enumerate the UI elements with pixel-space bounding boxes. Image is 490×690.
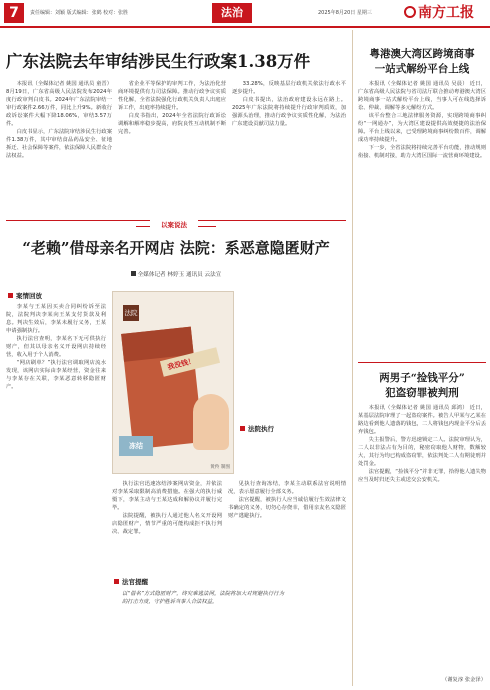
envelope-shape <box>121 327 203 450</box>
page-header <box>0 0 490 28</box>
paragraph: 33.28%，反映基层行政机关依法行政水平逐步提升。 <box>232 81 346 95</box>
paragraph: 该平台整合三地法律服务资源，实现跨境商事纠纷“一网通办”，为大湾区建设提供高效便捷的法治保障。平台上线以来，已受理跨境商事纠纷数百件，调解成功率持续提升。 <box>358 113 486 143</box>
page-number: 7 <box>4 3 24 23</box>
side-story-1-body <box>358 80 486 348</box>
side-headline-line: 犯盗窃罪被判刑 <box>385 387 459 399</box>
paragraph: 法院提醒，被执行人通过他人名义开设网店隐匿财产，情节严重的可能构成拒不执行判决、裁定罪。 <box>112 513 222 535</box>
reporter-text: 全媒体记者 林婷玉 通讯员 云法宣 <box>137 272 222 278</box>
paragraph: 失主报警后，警方迅速锁定二人。法院审理认为，二人以非法占有为目的，秘密窃取他人财物，数额较大，其行为均已构成盗窃罪，依法判处二人有期徒刑并处罚金。 <box>358 437 486 467</box>
paragraph: 下一步，全省法院将持续完善平台功能，推动规则衔接、机制对接，助力大湾区国际一流营商环境建设。 <box>358 145 486 159</box>
main-headline: 广东法院去年审结涉民生行政案1.38万件 <box>6 52 311 71</box>
sub-story-right-column <box>228 480 346 578</box>
banner-text: 我没钱！ <box>166 356 196 372</box>
side-headline-2 <box>358 370 486 400</box>
paragraph: 白皮书指出，2024年全省法院行政诉讼调解和解率稳步提高，府院良性互动机制不断完善。 <box>118 113 226 135</box>
paragraph: 法官提醒，“捡钱平分”并非无罪，拾得他人遗失物应当及时归还失主或送交公安机关。 <box>358 469 486 483</box>
paragraph: 白皮书显示，广东法院审结涉民生行政案件1.38万件，其中审结食品药品安全、征地拆迁、社会保障等案件，依法保障人民群众合法权益。 <box>6 129 112 159</box>
publication-date: 2025年8月20日 星期三 <box>318 10 372 16</box>
court-stamp: 法院 <box>123 305 139 321</box>
hand-shape <box>193 394 229 450</box>
square-icon <box>114 579 119 584</box>
paragraph: “网店刷单？”执行法官调取网店流水发现，该网店实际由李某经营，资金往来与李某存在关联，李某恶意转移隐匿财产。 <box>6 360 106 390</box>
section-heading-text: 案情回放 <box>16 292 42 300</box>
illustration-credit: 黄羚 制图 <box>210 465 230 470</box>
logo-icon <box>404 6 416 18</box>
sub-story-mid-column <box>112 480 222 578</box>
paragraph: 白皮书提出，法治政府建设永远在路上。2025年广东法院将持续提升行政审判质效，加强源头治理，推动行政争议实质性化解，为法治广东建设贡献司法力量。 <box>232 97 346 127</box>
square-icon <box>240 426 245 431</box>
pull-quote: 以“借名”方式隐匿财产，终究难逃法网。法院将加大对规避执行行为的打击力度，守护胜诉当事人合法权益。 <box>122 591 284 605</box>
masthead-logo <box>404 1 488 25</box>
paragraph: 本报讯（全媒体记者 姚国 通讯员 童晋） 8月19日，广东省高级人民法院发布2024年度行政审判白皮书。2024年广东法院审结一审行政案件2.66万件，同比上升9%。新收行政诉讼案件大幅下降18.06%，审结3.57万件。 <box>6 81 112 127</box>
section-heading-text: 法官提醒 <box>122 578 148 586</box>
paragraph: 省企业平等保护的审判工作，为法治化营商环境提供有力司法保障。推动行政争议实质性化解，全省法院强化行政机关负责人出庭应诉工作，出庭率持续提升。 <box>118 81 226 111</box>
band-label: 以案说法 <box>150 220 198 231</box>
section-heading-judge <box>240 424 274 433</box>
editor-credits: 责任编辑：刘颖 版式编辑：张鹤 校对：张胜 <box>30 10 129 16</box>
side-headline-line: 两男子“捡钱平分” <box>379 372 465 384</box>
main-story-column-2 <box>118 80 226 216</box>
section-tag: 法治 <box>212 3 252 23</box>
bullet-icon <box>131 271 136 276</box>
side-rule <box>358 362 486 363</box>
sub-headline: “老赖”借母亲名开网店 法院：系恶意隐匿财产 <box>22 239 330 257</box>
section-heading-case <box>8 291 42 300</box>
main-story-column-1 <box>6 80 112 216</box>
masthead-text: 南方工报 <box>418 5 474 21</box>
paragraph: 执行法官迅速冻结涉案网店资金，并依法对李某采取限制高消费措施。在强大的执行威慑下，李某主动与王某达成和解协议并履行完毕。 <box>112 481 222 511</box>
paragraph: 李某与王某因买卖合同纠纷诉至法院，法院判决李某向王某支付货款及利息。判决生效后，李某未履行义务，王某申请强制执行。 <box>6 304 106 334</box>
main-story-column-3 <box>232 80 346 216</box>
square-icon <box>8 293 13 298</box>
section-heading-warn <box>114 577 148 586</box>
freeze-label: 冻结 <box>119 436 153 456</box>
paragraph: 本报讯（全媒体记者 姚国 通讯员 吴晨） 近日，广东省高级人民法院与省司法厅联合推动粤港澳大湾区跨境商事一站式解纷平台上线，当事人可在线选择诉讼、仲裁、调解等多元解纷方式。 <box>358 81 486 111</box>
paragraph: 执行法官查明，李某名下无可供执行财产，但其以母亲名义开设网店持续经营，收入用于个人消费。 <box>6 336 106 358</box>
reporter-line <box>6 270 346 278</box>
column-divider <box>352 30 353 686</box>
sub-story-left-column <box>6 303 106 686</box>
paragraph: 本报讯（全媒体记者 姚国 通讯员 邱鸿） 近日，某基层法院审理了一起盗窃案件。被告人甲某与乙某在路边看到他人遗落的钱包，二人将钱包内现金平分后丢弃钱包。 <box>358 405 486 435</box>
section-heading-text: 法院执行 <box>248 425 274 433</box>
side-headline-line: 粤港澳大湾区跨境商事 <box>369 48 475 60</box>
case-illustration <box>112 291 234 474</box>
side-headline-line: 一站式解纷平台上线 <box>374 63 470 75</box>
paragraph: 法官提醒，被执行人应当诚信履行生效法律文书确定的义务，切勿心存侥幸，借用亲友名义隐匿财产逃避执行。 <box>228 497 346 519</box>
section-band <box>6 220 346 231</box>
side-story-2-body <box>358 404 486 668</box>
side-headline-1 <box>358 46 486 76</box>
paragraph: 见执行查询冻结，李某主动联系法官说明情况，表示愿意履行全部义务。 <box>228 481 346 495</box>
side-story-2-footer: （谢复淳 张金泽） <box>441 677 486 683</box>
